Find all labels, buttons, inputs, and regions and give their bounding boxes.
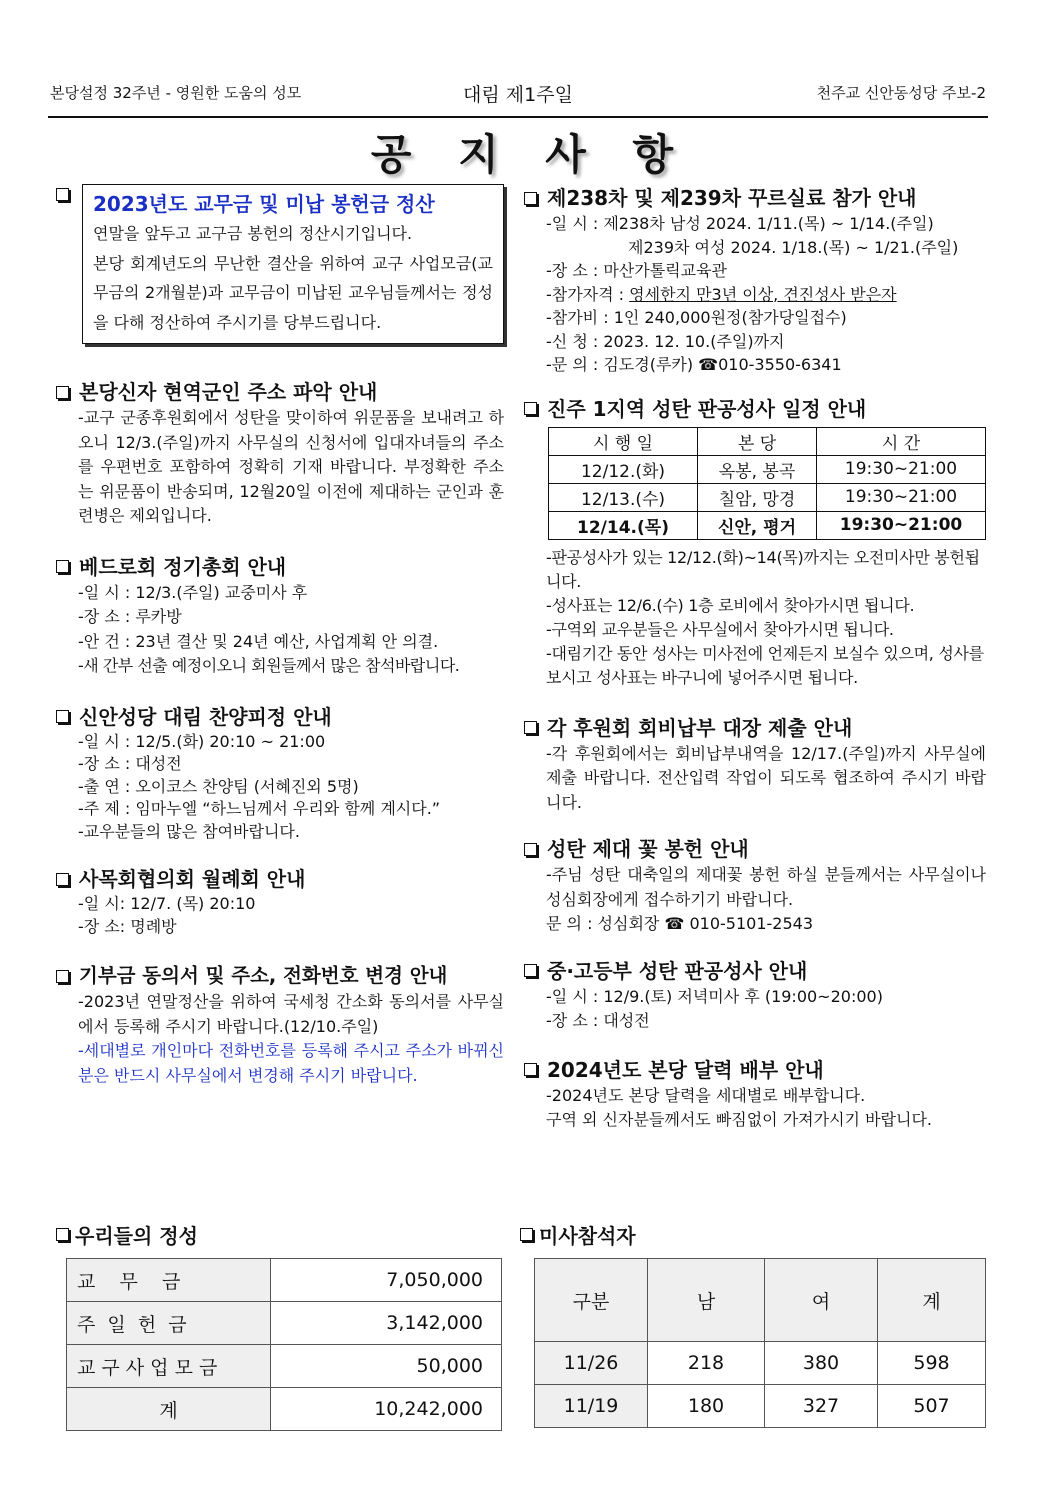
body-line: -장 소 : 마산가톨릭교육관 [546, 261, 727, 280]
checkbox-icon [524, 964, 537, 977]
table-cell: 380 [765, 1342, 878, 1385]
table-cell: 칠암, 망경 [698, 483, 817, 511]
table-row [67, 1259, 502, 1302]
section-title: 본당신자 현역군인 주소 파악 안내 [79, 380, 378, 404]
body-line: 연말을 앞두고 교구금 봉헌의 정산시기입니다. [93, 224, 413, 243]
table-row [535, 1342, 986, 1385]
header-center: 대림 제1주일 [463, 84, 573, 106]
body-line: -장 소 : 대성전 [78, 754, 182, 773]
checkbox-icon [524, 843, 537, 856]
table-row [535, 1259, 986, 1342]
table-cell: 12/13.(수) [549, 483, 698, 511]
offerings-table [66, 1258, 502, 1431]
section-title: 베드로회 정기총회 안내 [79, 554, 287, 579]
table-header: 시 간 [817, 427, 986, 455]
table-row [535, 1385, 986, 1428]
checkbox-icon [524, 192, 537, 205]
body-line: -일 시 : 12/3.(주일) 교중미사 후 [78, 582, 308, 602]
table-cell: 10,242,000 [271, 1388, 502, 1431]
table-header: 여 [765, 1259, 878, 1342]
attendance-table [534, 1258, 986, 1428]
section-title: 제238차 및 제239차 꾸르실료 참가 안내 [547, 186, 917, 210]
body-line: -일 시 : 12/9.(토) 저녁미사 후 (19:00~20:00) [546, 986, 883, 1006]
body-text: -주님 성탄 대축일의 제대꽃 봉헌 하실 분들께서는 사무실이나 성심회장에게 접수하기기 바랍니다. [546, 865, 986, 909]
attendance-title-text: 미사참석자 [539, 1224, 636, 1248]
offerings-title-text: 우리들의 정성 [75, 1224, 198, 1248]
body-line: -문 의 : 김도경(루카) ☎010-3550-6341 [546, 355, 842, 374]
section-praise-retreat [56, 703, 504, 844]
section-title: 신안성당 대림 찬양피정 안내 [79, 704, 332, 729]
body-line: -일 시: 12/7. (목) 20:10 [78, 894, 256, 913]
body-text: -2023년 연말정산을 위하여 국세청 간소화 동의서를 사무실에서 등록해 주시기 바랍니다.(12/10.주일) [78, 992, 504, 1036]
table-row [67, 1388, 502, 1431]
table-row [549, 455, 986, 483]
body-underlined: 영세한지 만3년 이상, 견진성사 받은자 [629, 284, 897, 304]
section-title: 사목회협의회 월례회 안내 [79, 867, 306, 891]
table-cell: 19:30~21:00 [817, 511, 986, 539]
section-body [93, 219, 493, 337]
body-line: -교우분들의 많은 참여바랍니다. [78, 821, 300, 841]
body-line: 본당 회계년도의 무난한 결산을 위하여 교구 사업모금(교무금의 2개월분)과 교무금이 미납된 교우님들께서는 정성을 다해 정산하여 주시기를 당부드립니다. [93, 253, 493, 332]
header-left: 본당설정 32주년 - 영원한 도움의 성모 [50, 84, 302, 102]
checkbox-icon [56, 970, 69, 983]
body-line: -2024년도 본당 달력을 세대별로 배부합니다. [546, 1085, 866, 1105]
section-confession-schedule [524, 395, 986, 690]
section-youth-confession [524, 957, 986, 1034]
body-line: -신 청 : 2023. 12. 10.(주일)까지 [546, 331, 785, 351]
table-cell: 11/26 [535, 1342, 648, 1385]
body-line: -장 소: 명례방 [78, 916, 177, 936]
table-row [549, 511, 986, 539]
body-line: -판공성사가 있는 12/12.(화)~14(목)까지는 오전미사만 봉헌됩니다. [546, 547, 980, 591]
table-cell: 교 무 금 [67, 1259, 271, 1302]
section-fee-ledger [524, 714, 986, 816]
table-cell: 교 구 사 업 모 금 [67, 1345, 271, 1388]
table-row [67, 1302, 502, 1345]
page-header [48, 80, 988, 118]
table-cell: 598 [878, 1342, 986, 1385]
checkbox-icon [56, 1228, 69, 1241]
body-line [546, 283, 986, 307]
section-body: -각 후원회에서는 회비납부내역을 12/17.(주일)까지 사무실에 제출 바랍니다. 전산입력 작업이 되도록 협조하여 주시기 바랍니다. [546, 743, 986, 812]
body-line: -참가비 : 1인 240,000원정(참가당일접수) [546, 308, 847, 327]
header-right: 천주교 신안동성당 주보-2 [816, 84, 986, 102]
table-row [67, 1345, 502, 1388]
table-header: 남 [648, 1259, 765, 1342]
body-line: -출 연 : 오이코스 찬양팀 (서혜진외 5명) [78, 776, 359, 796]
table-header: 본 당 [698, 427, 817, 455]
checkbox-icon [56, 710, 69, 723]
table-cell: 507 [878, 1385, 986, 1428]
section-title: 중·고등부 성탄 판공성사 안내 [547, 958, 808, 983]
checkbox-icon [56, 560, 69, 573]
body-line: -안 건 : 23년 결산 및 24년 예산, 사업계획 안 의결. [78, 631, 439, 651]
table-cell: 50,000 [271, 1345, 502, 1388]
attendance-title [520, 1220, 636, 1249]
body-line: 제239차 여성 2024. 1/18.(목) ~ 1/21.(주일) [628, 237, 959, 257]
table-cell: 주 일 헌 금 [67, 1302, 271, 1345]
section-title: 진주 1지역 성탄 판공성사 일정 안내 [547, 396, 867, 421]
body-line: -일 시 : 12/5.(화) 20:10 ~ 21:00 [78, 731, 326, 751]
section-council-meeting [56, 865, 504, 938]
table-cell: 218 [648, 1342, 765, 1385]
body-text-highlight: -세대별로 개인마다 전화번호를 등록해 주시고 주소가 바뀌신 분은 반드시 사무실에서 변경해 주시기 바랍니다. [78, 1041, 504, 1085]
section-title: 2024년도 본당 달력 배부 안내 [547, 1057, 824, 1082]
section-calendar-distribution [524, 1056, 986, 1133]
table-header: 시 행 일 [549, 427, 698, 455]
body-line: -성사표는 12/6.(수) 1층 로비에서 찾아가시면 됩니다. [546, 595, 915, 615]
table-cell: 옥봉, 봉곡 [698, 455, 817, 483]
body-line: -새 간부 선출 예정이오니 회원들께서 많은 참석바랍니다. [78, 656, 460, 675]
left-column [56, 188, 504, 1100]
table-cell: 7,050,000 [271, 1259, 502, 1302]
right-column [524, 184, 986, 1145]
table-cell: 12/12.(화) [549, 455, 698, 483]
checkbox-icon [524, 721, 537, 734]
table-cell: 180 [648, 1385, 765, 1428]
section-title: 2023년도 교무금 및 미납 봉헌금 정산 [93, 192, 435, 216]
checkbox-icon [56, 386, 69, 399]
table-row [549, 483, 986, 511]
section-donation-consent [56, 962, 504, 1088]
body-line: 구역 외 신자분들께서도 빠짐없이 가져가시기 바랍니다. [546, 1110, 933, 1129]
dues-notice-box [82, 184, 504, 344]
checkbox-icon [524, 1063, 537, 1076]
table-cell: 3,142,000 [271, 1302, 502, 1345]
checkbox-icon [520, 1228, 533, 1241]
body-label: -참가자격 : [546, 284, 630, 304]
table-cell: 19:30~21:00 [817, 455, 986, 483]
table-cell: 327 [765, 1385, 878, 1428]
offerings-title [56, 1220, 198, 1249]
section-peter-assembly [56, 553, 504, 679]
checkbox-icon [56, 873, 69, 886]
body-line: -주 제 : 임마누엘 “하느님께서 우리와 함께 계시다.” [78, 799, 441, 818]
checkbox-icon [524, 402, 537, 415]
body-contact: 문 의 : 성심회장 ☎ 010-5101-2543 [546, 914, 814, 933]
section-title: 각 후원회 회비납부 대장 제출 안내 [547, 715, 853, 740]
table-cell: 11/19 [535, 1385, 648, 1428]
body-line: -장 소 : 대성전 [546, 1011, 650, 1030]
checkbox-icon [56, 188, 69, 201]
section-cursillo [524, 184, 986, 377]
body-line: -일 시 : 제238차 남성 2024. 1/11.(목) ~ 1/14.(주일) [546, 214, 934, 233]
body-line: -대림기간 동안 성사는 미사전에 언제든지 보실수 있으며, 성사를 보시고 성사표는 바구니에 넣어주시면 됩니다. [546, 643, 984, 687]
section-title: 성탄 제대 꽃 봉헌 안내 [547, 837, 749, 861]
confession-table [548, 427, 986, 540]
table-header: 계 [878, 1259, 986, 1342]
table-cell: 12/14.(목) [549, 511, 698, 539]
section-church-dues [56, 184, 504, 344]
body-line: -구역외 교우분들은 사무실에서 찾아가시면 됩니다. [546, 619, 894, 639]
body-line: -장 소 : 루카방 [78, 607, 182, 626]
table-header: 구분 [535, 1259, 648, 1342]
section-christmas-flowers [524, 835, 986, 937]
table-cell: 신안, 평거 [698, 511, 817, 539]
table-cell: 계 [67, 1388, 271, 1431]
section-body: -교구 군종후원회에서 성탄을 맞이하여 위문품을 보내려고 하오니 12/3.(주일)까지 사무실의 신청서에 입대자녀들의 주소를 우편번호 포함하여 정확히 기재 바랍니다. 부정확한 주소는 위문품이 반송되며, 12월20일 이전에 제대하는 군인과 훈련병은 제외입니다. [78, 408, 504, 525]
section-title: 기부금 동의서 및 주소, 전화번호 변경 안내 [79, 964, 448, 987]
section-soldier-address [56, 378, 504, 529]
table-cell: 19:30~21:00 [817, 483, 986, 511]
page-title: 공 지 사 항 [370, 130, 690, 179]
